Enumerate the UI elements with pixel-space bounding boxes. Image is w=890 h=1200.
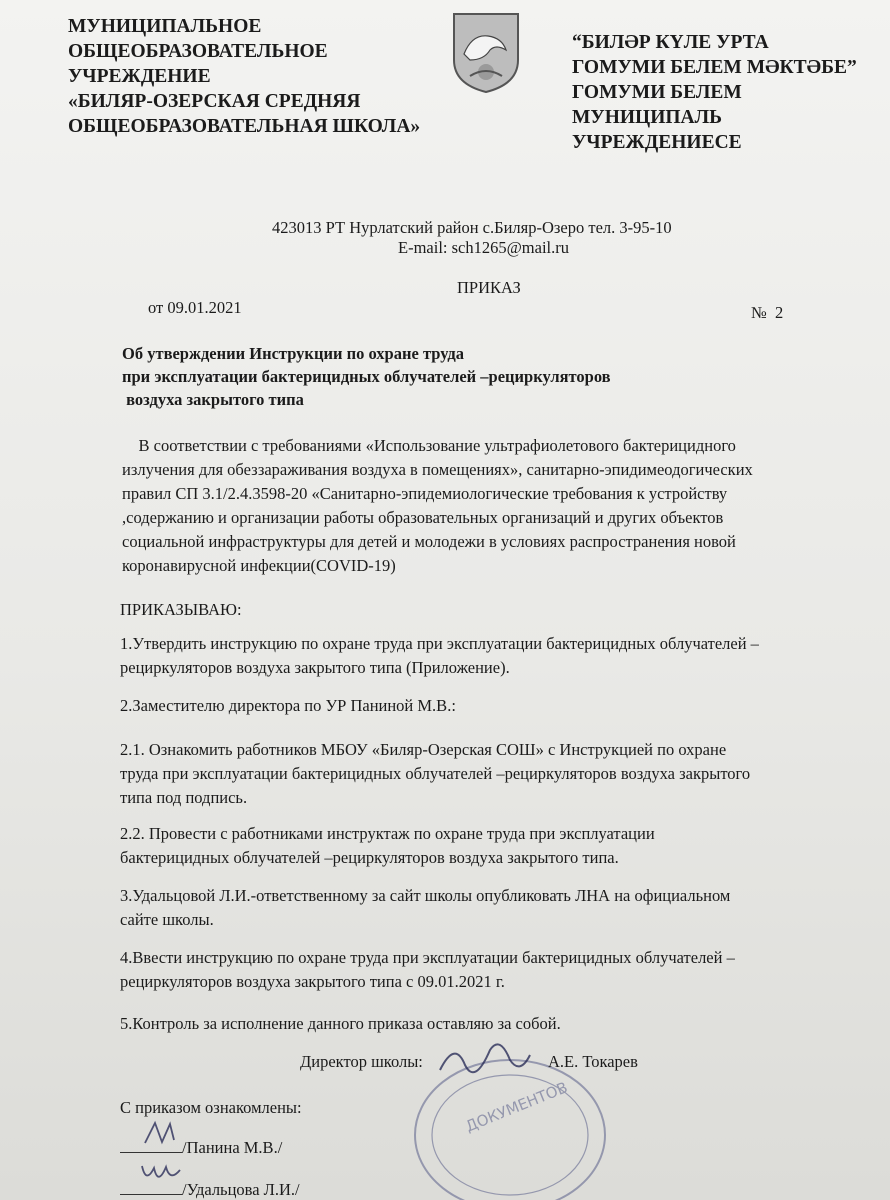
email-line: E-mail: sch1265@mail.ru bbox=[398, 238, 569, 257]
preamble-line: излучения для обеззараживания воздуха в помещениях», санитарно-эпидимеодогических bbox=[122, 460, 753, 479]
coat-of-arms-icon bbox=[450, 10, 522, 94]
org-name-line: ГОМУМИ БЕЛЕМ bbox=[572, 82, 742, 103]
org-name-line: ОБЩЕОБРАЗОВАТЕЛЬНАЯ ШКОЛА» bbox=[68, 116, 421, 137]
acquainted-title: С приказом ознакомлены: bbox=[120, 1098, 302, 1117]
order-number: № 2 bbox=[751, 303, 784, 322]
item-line: 2.1. Ознакомить работников МБОУ «Биляр-Озерская СОШ» с Инструкцией по охране bbox=[120, 740, 727, 759]
preamble-line: коронавирусной инфекции(COVID-19) bbox=[122, 556, 396, 575]
person-name: /Удальцова Л.И./ bbox=[182, 1180, 300, 1199]
subject-line: воздуха закрытого типа bbox=[122, 390, 304, 409]
signature-panina bbox=[140, 1118, 190, 1148]
item-line: сайте школы. bbox=[120, 910, 214, 929]
item-line: типа под подпись. bbox=[120, 788, 248, 807]
subject-line: при эксплуатации бактерицидных облучателей –рециркуляторов bbox=[122, 367, 611, 386]
item-line: рециркуляторов воздуха закрытого типа с 09.01.2021 г. bbox=[120, 972, 505, 991]
person-name: /Панина М.В./ bbox=[182, 1138, 283, 1157]
item-line: труда при эксплуатации бактерицидных облучателей –рециркуляторов воздуха закрытого bbox=[120, 764, 751, 783]
stamp-text: ДОКУМЕНТОВ bbox=[463, 1078, 571, 1136]
org-name-russian bbox=[68, 14, 420, 139]
order-date: от 09.01.2021 bbox=[148, 298, 242, 317]
org-name-line: МУНИЦИПАЛЬНОЕ bbox=[68, 16, 262, 37]
item-line: бактерицидных облучателей –рециркуляторов воздуха закрытого типа. bbox=[120, 848, 619, 867]
item-line: 4.Ввести инструкцию по охране труда при эксплуатации бактерицидных облучателей – bbox=[120, 948, 735, 967]
preamble-line: В соответствии с требованиями «Использование ультрафиолетового бактерицидного bbox=[122, 436, 736, 455]
address-line: 423013 РТ Нурлатский район с.Биляр-Озеро тел. 3-95-10 bbox=[272, 218, 672, 237]
director-signature bbox=[430, 1030, 540, 1090]
item-line: 2.2. Провести с работниками инструктаж по охране труда при эксплуатации bbox=[120, 824, 655, 843]
director-position: Директор школы: bbox=[300, 1052, 423, 1071]
org-name-line: УЧРЕЖДЕНИЕСЕ bbox=[572, 132, 742, 153]
item-line: 1.Утвердить инструкцию по охране труда при эксплуатации бактерицидных облучателей – bbox=[120, 634, 759, 653]
org-name-tatar bbox=[572, 30, 857, 155]
decree-word: ПРИКАЗЫВАЮ: bbox=[120, 600, 242, 619]
org-name-line: МУНИЦИПАЛЬ bbox=[572, 107, 723, 128]
org-name-line: “БИЛӘР КҮЛЕ УРТА bbox=[572, 32, 769, 53]
item-line: 5.Контроль за исполнение данного приказа оставляю за собой. bbox=[120, 1014, 561, 1033]
subject-line: Об утверждении Инструкции по охране труда bbox=[122, 344, 465, 363]
director-name: А.Е. Токарев bbox=[548, 1052, 638, 1071]
preamble-line: ,содержанию и организации работы образовательных организаций и других объектов bbox=[122, 508, 724, 527]
item-line: 3.Удальцовой Л.И.-ответственному за сайт школы опубликовать ЛНА на официальном bbox=[120, 886, 731, 905]
org-name-line: ОБЩЕОБРАЗОВАТЕЛЬНОЕ bbox=[68, 41, 328, 62]
signature-udaltsova bbox=[136, 1158, 186, 1190]
preamble-line: правил СП 3.1/2.4.3598-20 «Санитарно-эпидемиологические требования к устройству bbox=[122, 484, 728, 503]
item-line: 2.Заместителю директора по УР Паниной М.В.: bbox=[120, 696, 456, 715]
org-name-line: ГОМУМИ БЕЛЕМ МӘКТӘБЕ” bbox=[572, 57, 857, 78]
org-name-line: УЧРЕЖДЕНИЕ bbox=[68, 66, 211, 87]
item-line: рециркуляторов воздуха закрытого типа (Приложение). bbox=[120, 658, 510, 677]
preamble-line: социальной инфраструктуры для детей и молодежи в условиях распространения новой bbox=[122, 532, 736, 551]
org-name-line: «БИЛЯР-ОЗЕРСКАЯ СРЕДНЯЯ bbox=[68, 91, 361, 112]
order-title: ПРИКАЗ bbox=[457, 278, 521, 297]
